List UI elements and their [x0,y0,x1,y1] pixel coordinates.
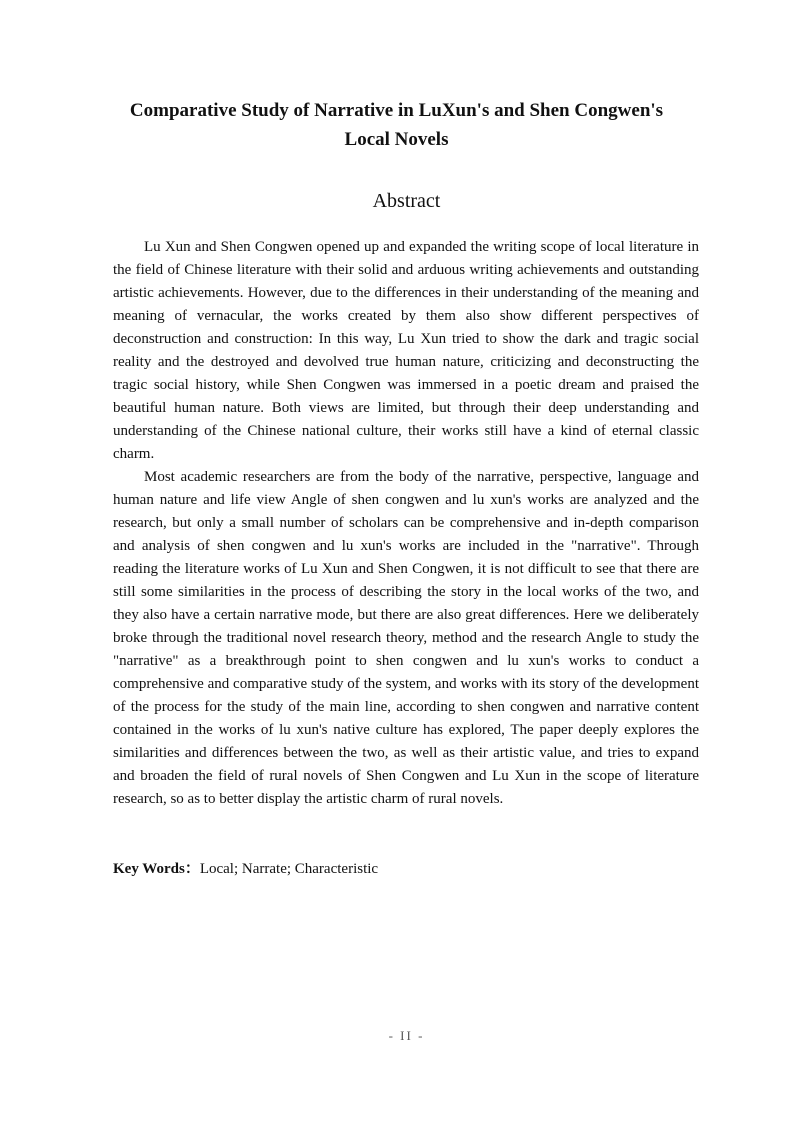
thesis-title [100,96,693,154]
keywords-label: Key Words： [113,861,200,877]
thesis-title-line-2: Local Novels [344,129,449,150]
page-number: - II - [388,1028,425,1043]
abstract-heading: Abstract [372,190,441,212]
thesis-title-line-1: Comparative Study of Narrative in LuXun's and Shen Congwen's [129,100,664,121]
abstract-paragraph-1: Lu Xun and Shen Congwen opened up and expanded the writing scope of local literature in the field of Chinese literature with their solid and arduous writing achievements and outstanding artistic achievements. However, due to the differences in their understanding of the meaning and meaning of vernacular, the works created by them also show different perspectives of deconstruction and construction: In this way, Lu Xun tried to show the dark and tragic social reality and the destroyed and devolved true human nature, criticizing and deconstructing the tragic social history, while Shen Congwen was immersed in a poetic dream and praised the beautiful human nature. Both views are limited, but through their deep understanding and understanding of the Chinese national culture, their works still have a kind of eternal classic charm. [113,239,699,462]
abstract-body [113,236,699,811]
abstract-paragraph-2: Most academic researchers are from the body of the narrative, perspective, language and human nature and life view Angle of shen congwen and lu xun's works are analyzed and the research, but only a small number of scholars can be comprehensive and in-depth comparison and analysis of shen congwen and lu xun's works are included in the "narrative". Through reading the literature works of Lu Xun and Shen Congwen, it is not difficult to see that there are still some similarities in the process of describing the story in the local works of the two, and they also have a certain narrative mode, but there are also great differences. Here we deliberately broke through the traditional novel research theory, method and the research Angle to study the "narrative" as a breakthrough point to shen congwen and lu xun's works to conduct a comprehensive and comparative study of the system, and works with its story of the development of the process for the study of the main line, according to shen congwen and narrative content contained in the works of lu xun's native culture has explored, The paper deeply explores the similarities and differences between the two, as well as their artistic value, and tries to expand and broaden the field of rural novels of Shen Congwen and Lu Xun in the scope of literature research, so as to better display the artistic charm of rural novels. [113,469,699,807]
keywords-list: Local; Narrate; Characteristic [199,861,379,877]
keywords-line [113,858,378,881]
